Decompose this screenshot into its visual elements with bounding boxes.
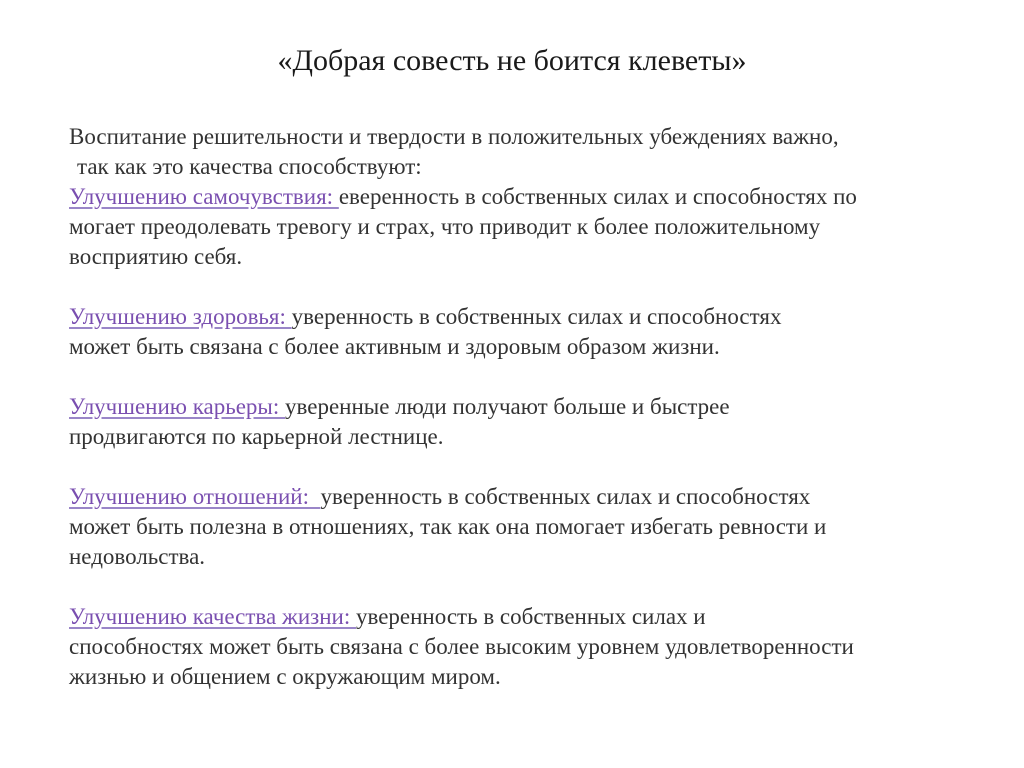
benefit-link-wellbeing[interactable]: Улучшению самочувствия:: [69, 184, 339, 209]
benefit-text: способностях может быть связана с более высоким уровнем удовлетворенности: [69, 634, 854, 659]
benefit-item-quality-of-life: [69, 602, 969, 692]
slide-body: [69, 122, 969, 692]
benefit-first-line: [69, 392, 969, 422]
benefit-text: продвигаются по карьерной лестнице.: [69, 424, 444, 449]
spacer: [69, 272, 969, 302]
benefit-first-line: [69, 482, 969, 512]
spacer: [69, 362, 969, 392]
benefit-first-line: [69, 302, 969, 332]
spacer: [69, 452, 969, 482]
intro-line-2: так как это качества способствуют:: [77, 154, 422, 179]
intro-line-1: Воспитание решительности и твердости в положительных убеждениях важно,: [69, 124, 839, 149]
benefit-text: восприятию себя.: [69, 244, 243, 269]
benefit-text: недовольства.: [69, 544, 206, 569]
benefit-first-line: [69, 182, 969, 212]
benefit-text: уверенность в собственных силах и способностях: [320, 484, 811, 509]
benefit-text: еверенность в собственных силах и способностях по: [338, 184, 857, 209]
spacer: [69, 572, 969, 602]
benefit-text: жизнью и общением с окружающим миром.: [69, 664, 501, 689]
benefit-text: могает преодолевать тревогу и страх, что приводит к более положительному: [69, 214, 821, 239]
benefit-item-health: [69, 302, 969, 362]
benefit-link-career[interactable]: Улучшению карьеры:: [69, 394, 286, 419]
benefit-text: уверенные люди получают больше и быстрее: [285, 394, 730, 419]
benefit-text: может быть полезна в отношениях, так как она помогает избегать ревности и: [69, 514, 827, 539]
benefit-link-health[interactable]: Улучшению здоровья:: [69, 304, 292, 329]
slide-title: «Добрая совесть не боится клеветы»: [277, 44, 747, 77]
benefit-link-relationships[interactable]: Улучшению отношений:: [69, 484, 321, 509]
benefit-text: уверенность в собственных силах и способностях: [291, 304, 782, 329]
benefit-text: может быть связана с более активным и здоровым образом жизни.: [69, 334, 720, 359]
benefit-link-quality-of-life[interactable]: Улучшению качества жизни:: [69, 604, 356, 629]
benefit-item-wellbeing: [69, 182, 969, 272]
benefit-text: уверенность в собственных силах и: [355, 604, 706, 629]
benefit-item-career: [69, 392, 969, 452]
benefit-item-relationships: [69, 482, 969, 572]
benefit-first-line: [69, 602, 969, 632]
